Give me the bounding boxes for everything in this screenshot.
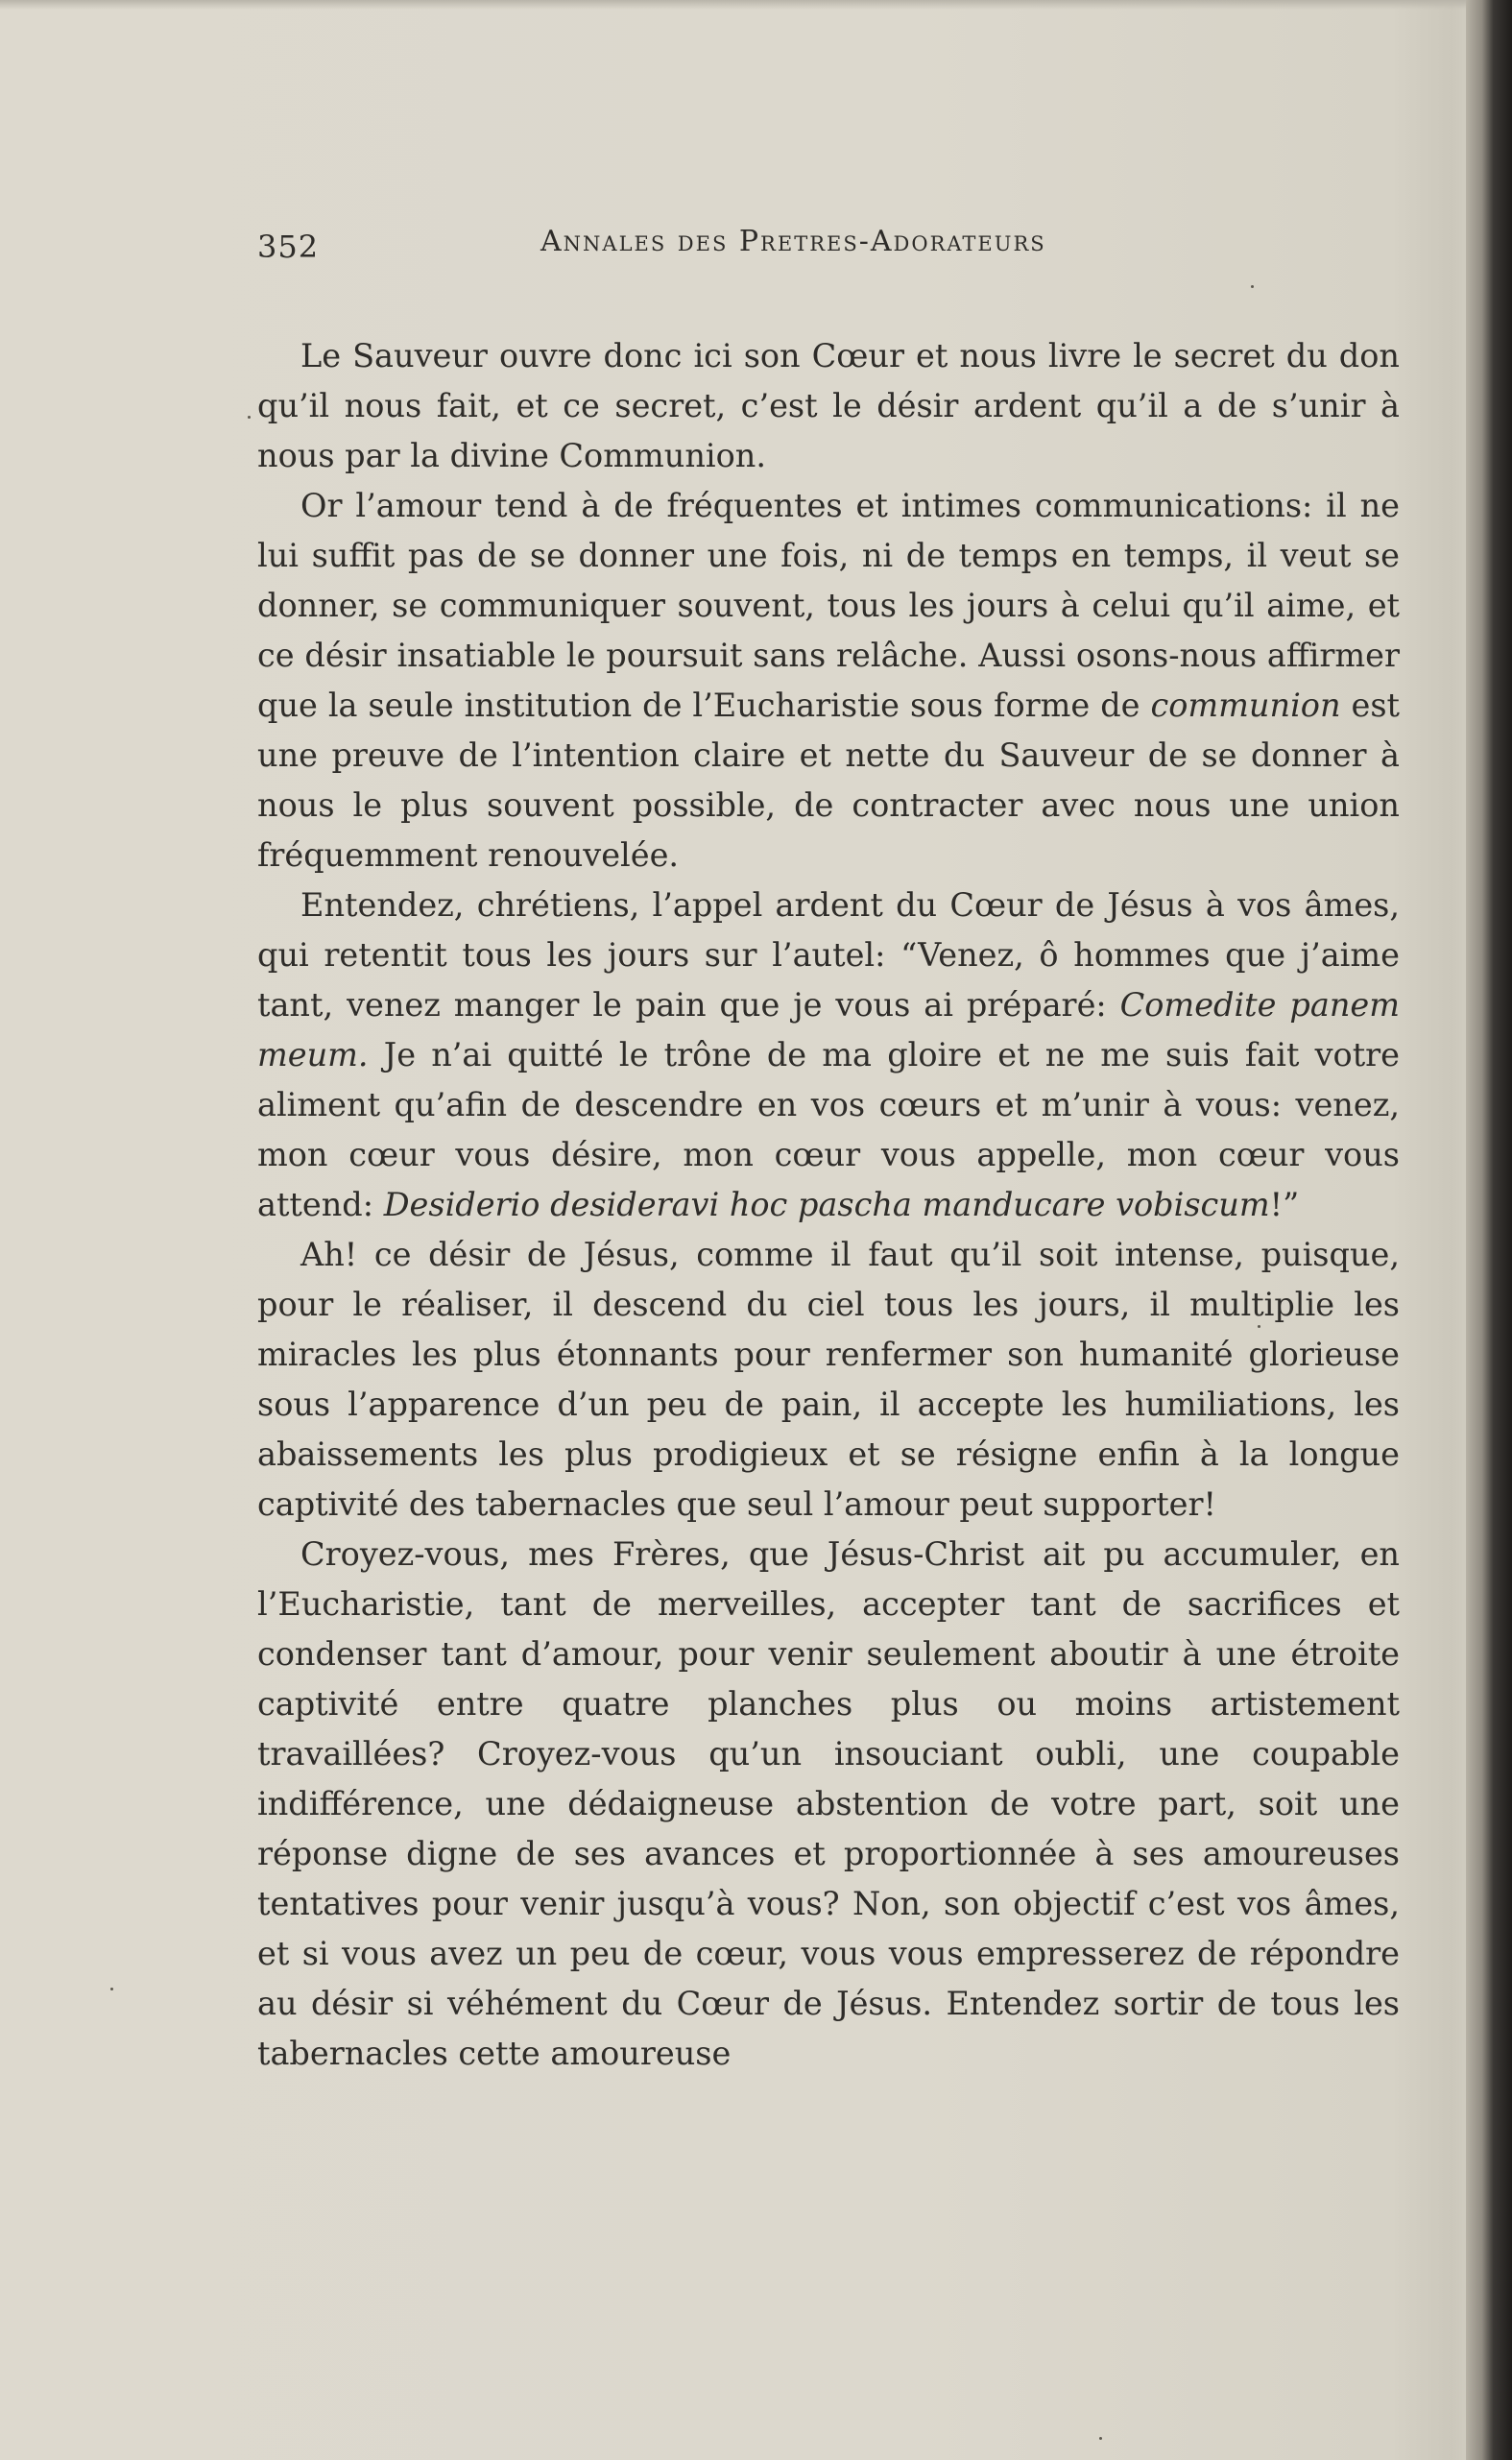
page-top-shadow xyxy=(0,0,1512,10)
paragraph-text: Je n’ai quitté le trône de ma gloire et ne me suis fait votre aliment qu’afin de descendre en vos cœurs et m’unir à vous: venez, mon cœur vous désire, mon cœur vous appelle, mon cœur vous attend: xyxy=(257,1036,1400,1223)
paper-speck xyxy=(1099,2437,1102,2440)
body-text xyxy=(257,331,1400,2079)
italic-text: Comedite panem meum. xyxy=(257,986,1400,1073)
paragraph xyxy=(257,481,1400,880)
paragraph-text: Ah! ce désir de Jésus, comme il faut qu’il soit intense, puisque, pour le réaliser, il descend du ciel tous les jours, il multiplie les miracles les plus étonnants pour renfermer son humanité glorieuse sous l’apparence d’un peu de pain, il accepte les humiliations, les abaissements les plus prodigieux et se résigne enfin à la longue captivité des tabernacles que seul l’amour peut supporter! xyxy=(257,1236,1400,1523)
running-head xyxy=(257,219,1404,273)
paragraph-text: est une preuve de l’intention claire et nette du Sauveur de se donner à nous le plus souvent possible, de contracter avec nous une union fréquemment renouvelée. xyxy=(257,687,1400,874)
paragraph xyxy=(257,1230,1400,1530)
paragraph xyxy=(257,1530,1400,2079)
paragraph-text: Croyez-vous, mes Frères, que Jésus-Christ ait pu accumuler, en l’Eucharistie, tant de merveilles, accepter tant de sacrifices et condenser tant d’amour, pour venir seulement aboutir à une étroite captivité entre quatre planches plus ou moins artistement travaillées? Croyez-vous qu’un insouciant oubli, une coupable indifférence, une dédaigneuse abstention de votre part, soit une réponse digne de ses avances et proportionnée à ses amoureuses tentatives pour venir jusqu’à vous? Non, son objectif c’est vos âmes, et si vous avez un peu de cœur, vous vous empresserez de répondre au désir si véhément du Cœur de Jésus. Entendez sortir de tous les tabernacles cette amoureuse xyxy=(257,1535,1400,2072)
book-binding-edge xyxy=(1466,0,1512,2460)
paper-speck xyxy=(248,416,251,419)
italic-text: communion xyxy=(1150,687,1341,724)
paragraph xyxy=(257,880,1400,1230)
running-title: Annales des Pretres-Adorateurs xyxy=(540,225,1046,258)
page-number: 352 xyxy=(257,229,320,265)
italic-text: Desiderio desideravi hoc pascha manducare vobiscum xyxy=(383,1186,1270,1223)
paragraph-text: Le Sauveur ouvre donc ici son Cœur et nous livre le secret du don qu’il nous fait, et ce secret, c’est le désir ardent qu’il a de s’unir à nous par la divine Communion. xyxy=(257,337,1400,474)
paper-speck xyxy=(1251,285,1254,288)
paper-speck xyxy=(110,1988,113,1990)
paragraph-text: Or l’amour tend à de fréquentes et intimes communications: il ne lui suffit pas de se donner une fois, ni de temps en temps, il veut se donner, se communiquer souvent, tous les jours à celui qu’il aime, et ce désir insatiable le poursuit sans relâche. Aussi osons-nous affirmer que la seule institution de l’Eucharistie sous forme de xyxy=(257,487,1400,724)
paper-speck xyxy=(1258,1325,1260,1328)
paragraph xyxy=(257,331,1400,481)
paragraph-text: Entendez, chrétiens, l’appel ardent du Cœur de Jésus à vos âmes, qui retentit tous les jours sur l’autel: “Venez, ô hommes que j’aime tant, venez manger le pain que je vous ai préparé: xyxy=(257,886,1400,1024)
paragraph-text: !” xyxy=(1269,1186,1300,1223)
